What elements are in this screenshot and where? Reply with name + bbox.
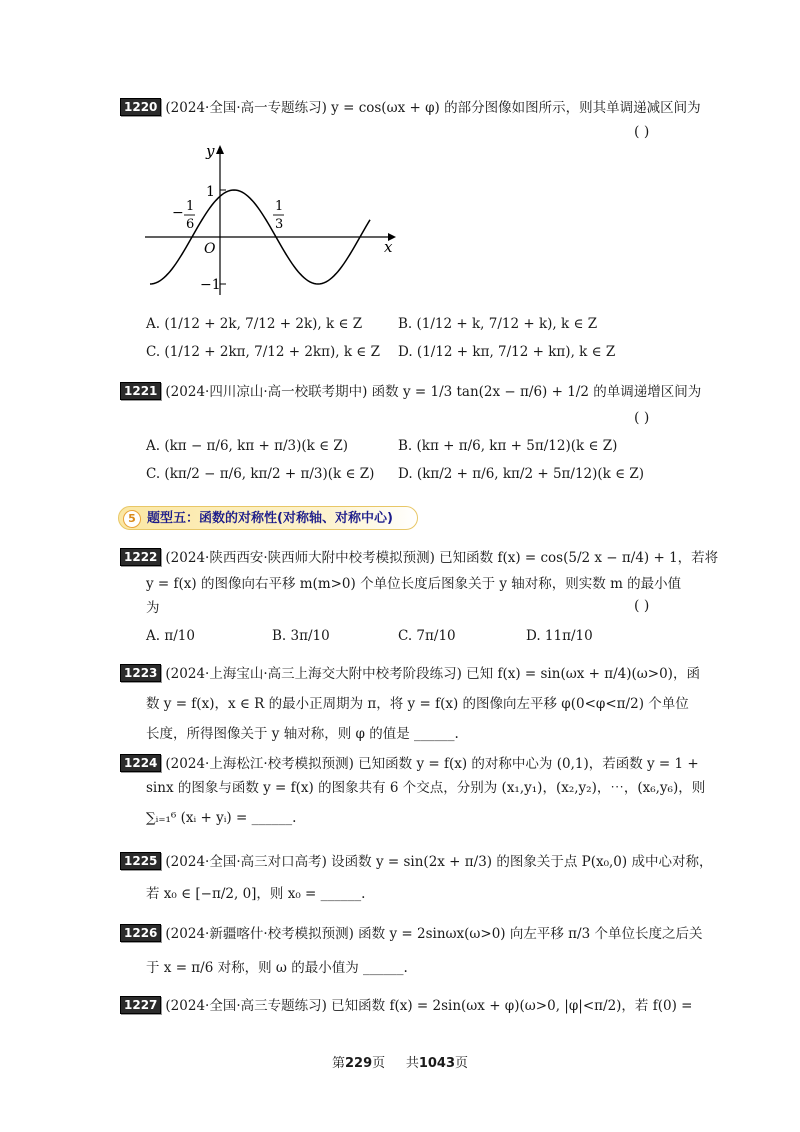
section-badge: 5 <box>123 510 141 528</box>
question-1222-stem: 1222 (2024·陕西西安·陕西师大附中校考模拟预测) 已知函数 f(x) = cos(5/2 x − π/4) + 1，若将 <box>120 548 718 568</box>
option-b[interactable]: B. 3π/10 <box>272 628 330 644</box>
answer-paren: ( ) <box>634 598 650 614</box>
section-title: 题型五：函数的对称性(对称轴、对称中心) <box>147 511 393 526</box>
option-c[interactable]: C. (kπ/2 − π/6, kπ/2 + π/3)(k ∈ Z) <box>146 466 375 482</box>
option-c[interactable]: C. 7π/10 <box>398 628 456 644</box>
question-1226-line2: 于 x = π/6 对称，则 ω 的最小值为 ______. <box>146 960 408 976</box>
page-number: 229 <box>344 1056 373 1071</box>
y-axis-arrow <box>216 145 224 154</box>
y-label: y <box>206 142 215 160</box>
svg-text:1: 1 <box>275 199 284 214</box>
svg-text:3: 3 <box>275 217 284 232</box>
question-number: 1225 <box>120 852 161 870</box>
section-banner <box>118 506 418 530</box>
origin-label: O <box>204 241 216 257</box>
question-1226-stem: 1226 (2024·新疆喀什·校考模拟预测) 函数 y = 2sinωx(ω>0) 向左平移 π/3 个单位长度之后关 <box>120 924 702 944</box>
question-1223-stem: 1223 (2024·上海宝山·高三上海交大附中校考阶段练习) 已知 f(x) = sin(ωx + π/4)(ω>0)，函 <box>120 664 700 684</box>
svg-text:6: 6 <box>186 217 195 232</box>
option-d[interactable]: D. (1/12 + kπ, 7/12 + kπ), k ∈ Z <box>398 344 616 360</box>
label-neg-sixth <box>172 199 195 232</box>
question-1225-stem: 1225 (2024·全国·高三对口高考) 设函数 y = sin(2x + π/3) 的图象关于点 P(x₀,0) 成中心对称， <box>120 852 712 872</box>
question-1227-stem: 1227 (2024·全国·高三专题练习) 已知函数 f(x) = 2sin(ωx + φ)(ω>0, |φ|<π/2)，若 f(0) = <box>120 996 692 1016</box>
question-1224-line3: ∑ᵢ₌₁⁶ (xᵢ + yᵢ) = ______. <box>146 810 297 826</box>
answer-paren: ( ) <box>634 410 650 426</box>
option-d[interactable]: D. 11π/10 <box>526 628 593 644</box>
label-neg-one: −1 <box>200 277 221 293</box>
question-1223-line3: 长度，所得图像关于 y 轴对称，则 φ 的值是 ______. <box>146 726 459 742</box>
question-1224-stem: 1224 (2024·上海松江·校考模拟预测) 已知函数 y = f(x) 的对称中心为 (0,1)，若函数 y = 1 + <box>120 754 699 774</box>
svg-text:1: 1 <box>186 199 195 214</box>
question-1221-stem: 1221 (2024·四川凉山·高一校联考期中) 函数 y = 1/3 tan(2x − π/6) + 1/2 的单调递增区间为 <box>120 382 701 402</box>
question-number: 1221 <box>120 382 161 400</box>
option-a[interactable]: A. (1/12 + 2k, 7/12 + 2k), k ∈ Z <box>146 316 363 332</box>
option-b[interactable]: B. (1/12 + k, 7/12 + k), k ∈ Z <box>398 316 598 332</box>
label-third <box>273 199 284 232</box>
option-b[interactable]: B. (kπ + π/6, kπ + 5π/12)(k ∈ Z) <box>398 438 618 454</box>
question-number: 1224 <box>120 754 161 772</box>
question-number: 1223 <box>120 664 161 682</box>
option-d[interactable]: D. (kπ/2 + π/6, kπ/2 + 5π/12)(k ∈ Z) <box>398 466 645 482</box>
question-1222-line2: y = f(x) 的图像向右平移 m(m>0) 个单位长度后图象关于 y 轴对称，则实数 m 的最小值 <box>146 576 682 592</box>
svg-text:−: − <box>172 205 184 221</box>
question-1223-line2: 数 y = f(x)，x ∈ R 的最小正周期为 π，将 y = f(x) 的图像向左平移 φ(0<φ<π/2) 个单位 <box>146 696 689 712</box>
option-c[interactable]: C. (1/12 + 2kπ, 7/12 + 2kπ), k ∈ Z <box>146 344 380 360</box>
cosine-graph <box>140 140 400 300</box>
question-number: 1226 <box>120 924 161 942</box>
total-pages: 1043 <box>418 1056 456 1071</box>
answer-paren: ( ) <box>634 124 650 140</box>
label-one: 1 <box>206 184 215 200</box>
option-a[interactable]: A. (kπ − π/6, kπ + π/3)(k ∈ Z) <box>146 438 349 454</box>
question-number: 1222 <box>120 548 161 566</box>
question-number: 1220 <box>120 98 161 116</box>
question-1225-line2: 若 x₀ ∈ [−π/2, 0]，则 x₀ = ______. <box>146 886 366 902</box>
x-label: x <box>384 238 393 256</box>
question-1222-line3: 为 <box>146 600 160 616</box>
option-a[interactable]: A. π/10 <box>146 628 195 644</box>
question-1220-stem: 1220 (2024·全国·高一专题练习) y = cos(ωx + φ) 的部分图像如图所示，则其单调递减区间为 <box>120 98 701 118</box>
question-number: 1227 <box>120 996 161 1014</box>
question-1224-line2: sinx 的图象与函数 y = f(x) 的图象共有 6 个交点，分别为 (x₁,y₁)，(x₂,y₂)，⋯，(x₆,y₆)，则 <box>146 780 706 796</box>
page-footer: 第229页 共1043页 <box>331 1056 469 1071</box>
